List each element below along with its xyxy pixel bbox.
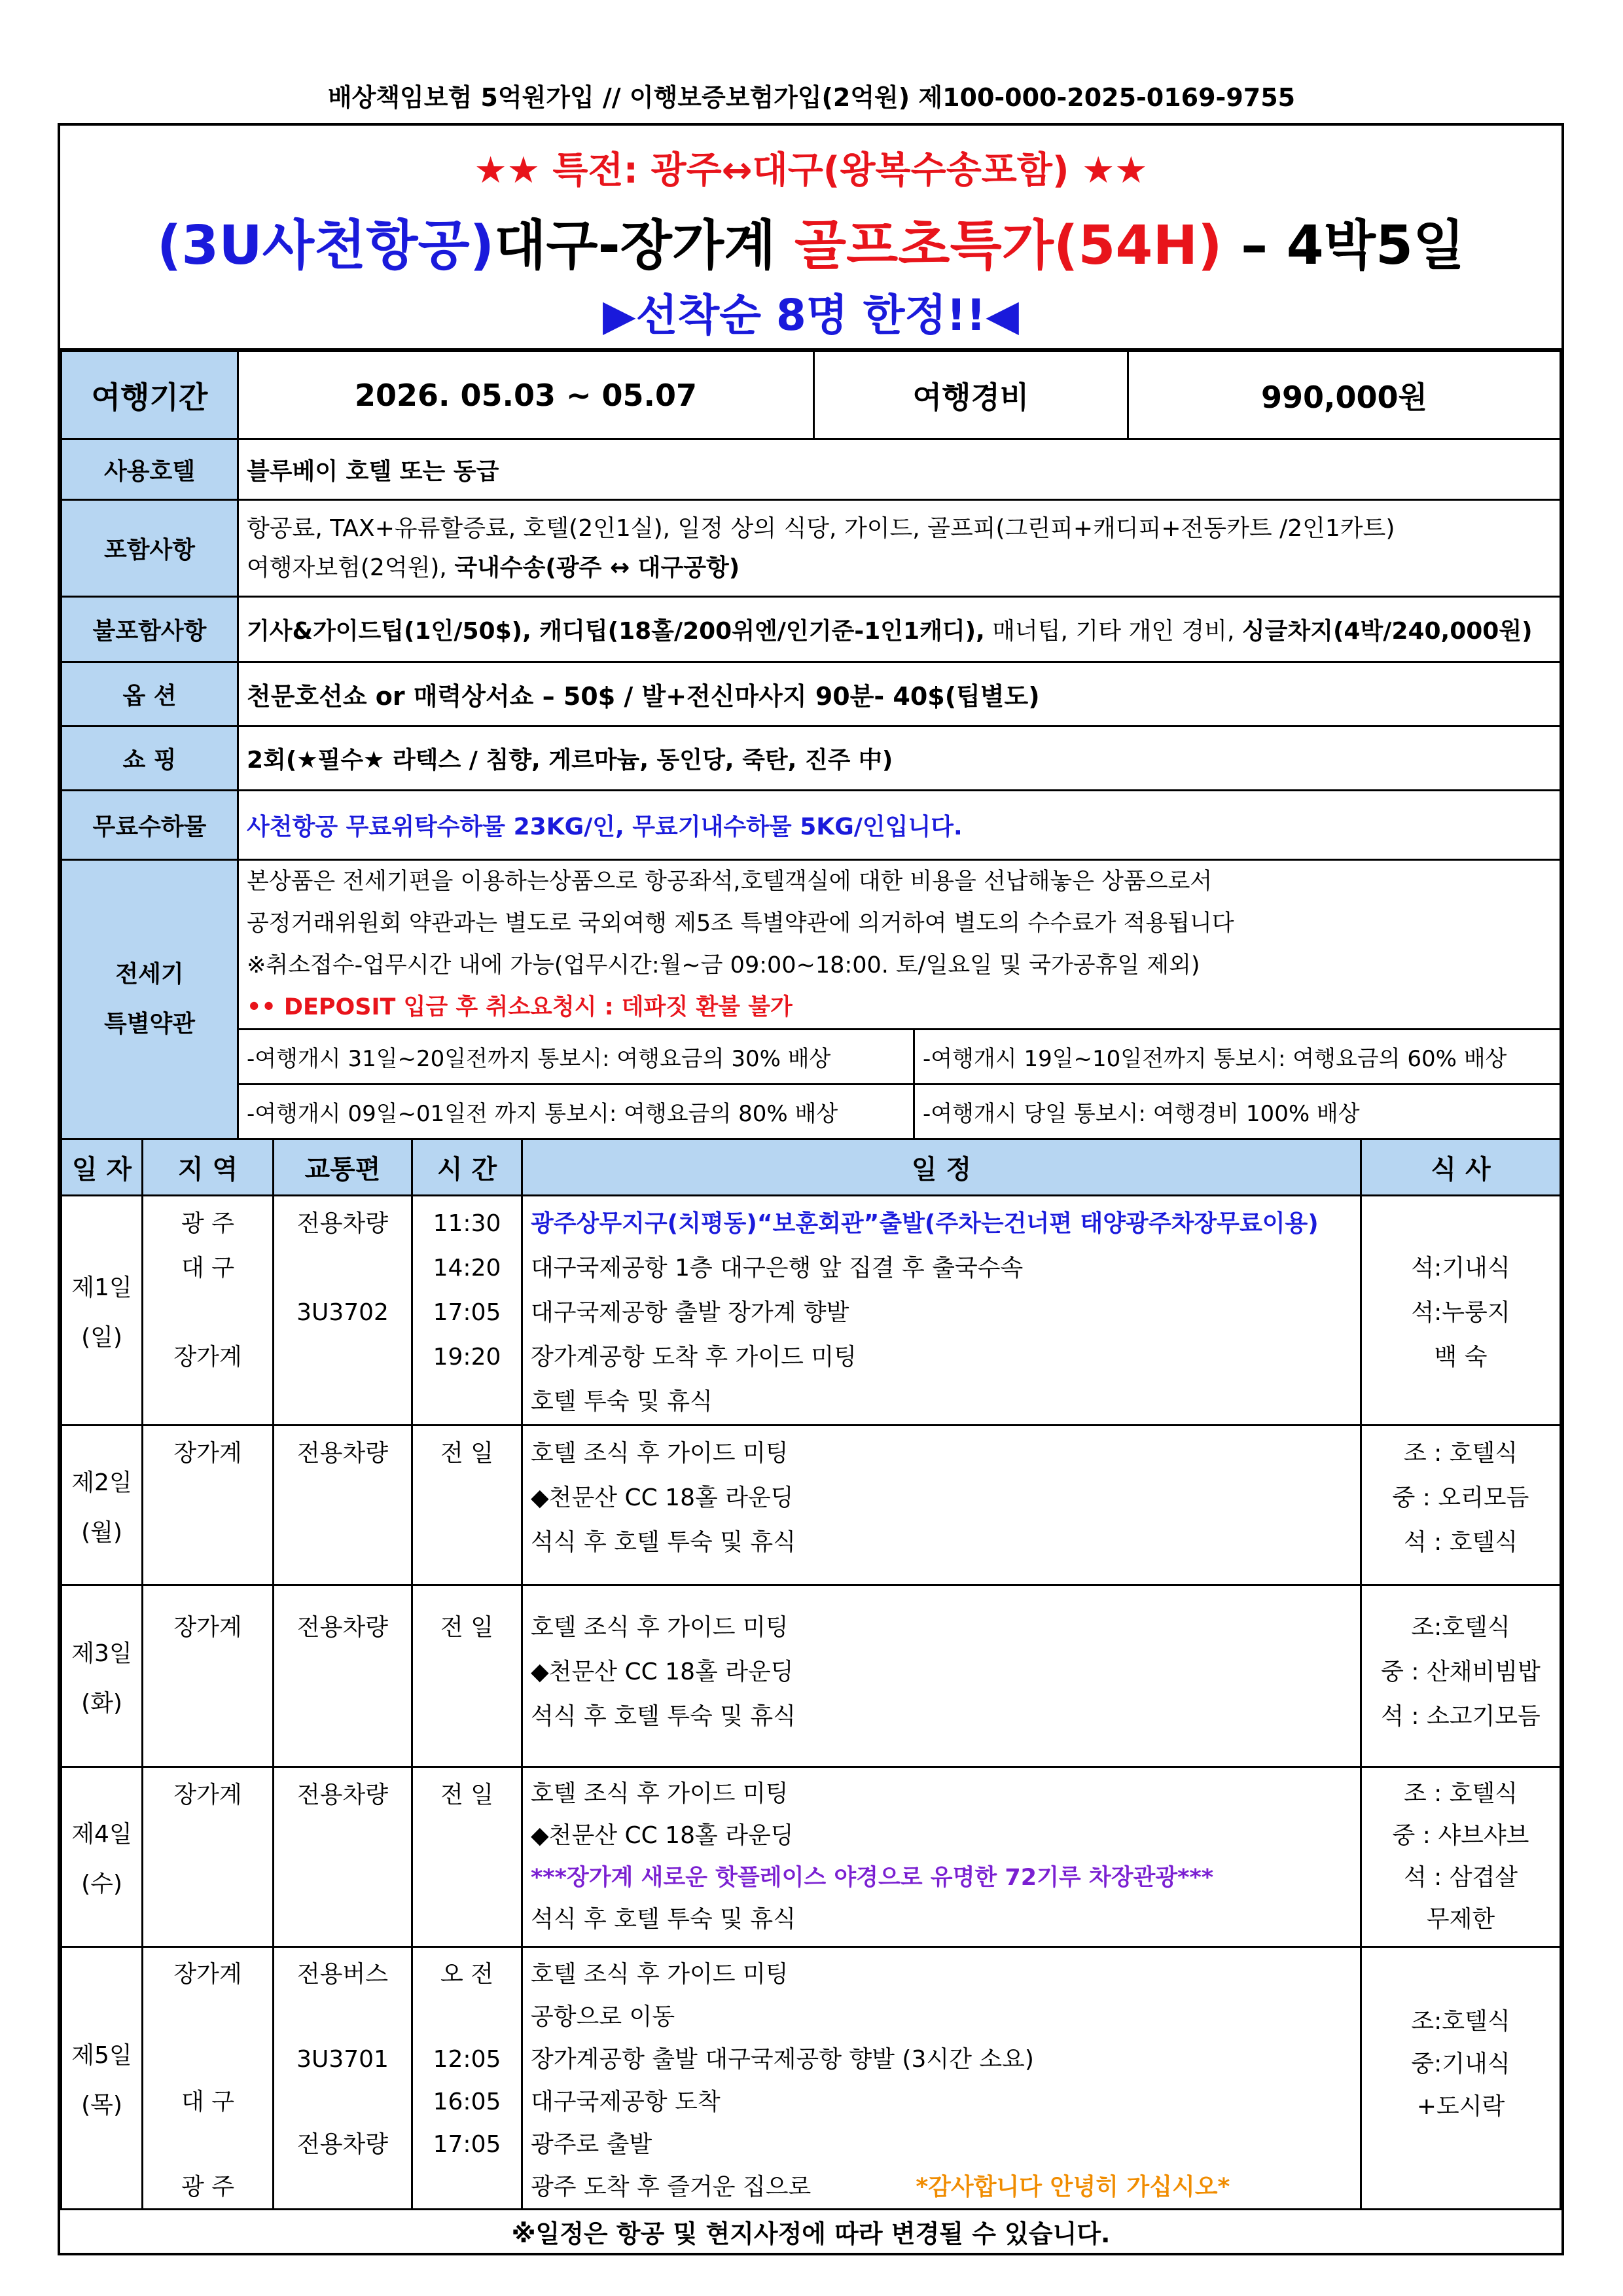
period-value: 2026. 05.03 ~ 05.07: [238, 351, 814, 439]
day2-date: [62, 1426, 143, 1585]
text-cell: [421, 1996, 513, 2038]
day3-transport: [274, 1585, 412, 1767]
text-cell: 전 일: [440, 1440, 493, 1467]
text-cell: 조:호텔식: [1411, 2008, 1510, 2035]
col-time: 시 간: [412, 1139, 522, 1196]
text-cell: 중:기내식: [1411, 2051, 1510, 2077]
shopping-label: 쇼 핑: [62, 726, 238, 791]
text-cell: 장가계: [173, 1344, 242, 1371]
day5-transport: [274, 1947, 412, 2210]
day4-row: [62, 1767, 1561, 1947]
text-cell: 전 일: [440, 1782, 493, 1808]
text-cell: 호텔 조식 후 가이드 미팅: [531, 1614, 789, 1641]
shopping-value: 2회(★필수★ 라텍스 / 침향, 게르마늄, 동인당, 죽탄, 진주 中): [238, 726, 1561, 791]
text-cell: 석식 후 호텔 투숙 및 휴식: [531, 1703, 796, 1730]
text-cell: 전용차량: [296, 1210, 389, 1237]
schedule-table: [60, 1138, 1561, 2210]
day4-night-tour: ***장가계 새로운 핫플레이스 야경으로 유명한 72기루 차장관광***: [531, 1865, 1214, 1891]
day5-regions: [143, 1947, 274, 2210]
text-cell: [282, 2081, 403, 2123]
text-cell: 광주 도착 후 즐거운 집으로: [531, 2174, 812, 2200]
text-cell: 14:20: [433, 1255, 501, 1282]
day2-meals: [1361, 1426, 1561, 1585]
baggage-value: 사천항공 무료위탁수하물 23KG/인, 무료기내수하물 5KG/인입니다.: [238, 791, 1561, 860]
col-transport: 교통편: [274, 1139, 412, 1196]
text-cell: 제4일: [71, 1821, 132, 1848]
text-cell: 석식 후 호텔 투숙 및 휴식: [531, 1529, 796, 1556]
day2-itinerary: [522, 1426, 1361, 1585]
product-title: [60, 203, 1561, 279]
text-cell: 광 주: [181, 1210, 234, 1237]
text-cell: 17:05: [433, 1299, 501, 1326]
day3-region: [143, 1585, 274, 1767]
col-region: 지 역: [143, 1139, 274, 1196]
text-cell: 장가계공항 도착 후 가이드 미팅: [531, 1344, 857, 1371]
baggage-label: 무료수하물: [62, 791, 238, 860]
day1-date: [62, 1196, 143, 1426]
day1-itinerary: [522, 1196, 1361, 1426]
airline-name: (3U사천항공): [156, 215, 495, 277]
text-cell: 매너팁, 기타 개인 경비,: [984, 618, 1242, 645]
text-cell: 제3일: [71, 1640, 132, 1667]
charter-line2: 공정거래위원회 약관과는 별도로 국외여행 제5조 특별약관에 의거하여 별도의 수수료가 적용됩니다: [247, 910, 1234, 937]
text-cell: 19:20: [433, 1344, 501, 1371]
day2-region: [143, 1426, 274, 1585]
text-cell: 석식 후 호텔 투숙 및 휴식: [531, 1906, 796, 1933]
text-cell: 광주로 출발: [531, 2131, 652, 2158]
day5-meals: [1361, 1947, 1561, 2210]
cost-label: 여행경비: [814, 351, 1128, 439]
text-cell: 11:30: [433, 1210, 501, 1237]
text-cell: 17:05: [433, 2131, 501, 2158]
text-cell: 12:05: [433, 2046, 501, 2073]
text-cell: 제5일: [71, 2042, 132, 2069]
text-cell: [151, 1996, 264, 2038]
text-cell: 대구국제공항 도착: [531, 2089, 721, 2115]
text-cell: 대구국제공항 1층 대구은행 앞 집결 후 출국수속: [531, 1255, 1024, 1282]
day3-meals: [1361, 1585, 1561, 1767]
text-cell: 3U3702: [296, 1299, 389, 1326]
text-cell: (월): [81, 1518, 122, 1546]
text-cell: 중 : 산채비빔밥: [1381, 1659, 1541, 1685]
text-cell: +도시락: [1416, 2093, 1505, 2120]
penalty-60: -여행개시 19일~10일전까지 통보시: 여행요금의 60% 배상: [914, 1030, 1561, 1085]
day1-meals: [1361, 1196, 1561, 1426]
text-cell: 호텔 투숙 및 휴식: [531, 1388, 713, 1415]
text-cell: 장가계: [173, 1782, 242, 1808]
text-cell: [1370, 1202, 1552, 1246]
charter-terms-table: [60, 859, 1561, 1140]
info-table: [60, 350, 1561, 861]
text-cell: 기사&가이드팁(1인/50$), 캐디팁(18홀/200위엔/인기준-1인1캐디),: [247, 618, 985, 645]
text-cell: [151, 1291, 264, 1335]
day5-itinerary: [522, 1947, 1361, 2210]
day1-transport: [274, 1196, 412, 1426]
text-cell: 호텔 조식 후 가이드 미팅: [531, 1961, 789, 1988]
special-benefit-line: ★★ 특전: 광주↔대구(왕복수송포함) ★★: [474, 149, 1148, 192]
text-cell: 여행자보험(2억원),: [247, 554, 455, 581]
single-charge: 싱글차지(4박/240,000원): [1241, 618, 1533, 645]
text-cell: ◆천문산 CC 18홀 라운딩: [531, 1822, 794, 1849]
day5-date: [62, 1947, 143, 2210]
day1-row: [62, 1196, 1561, 1426]
included-line2: [247, 548, 1552, 588]
text-cell: 전용차량: [296, 2131, 389, 2158]
day4-time: [412, 1767, 522, 1947]
title-header: [60, 126, 1561, 350]
route: 대구-장가계: [494, 215, 794, 277]
text-cell: 전용차량: [296, 1614, 389, 1641]
excluded-value: [238, 597, 1561, 662]
penalty-80: -여행개시 09일~01일전 까지 통보시: 여행요금의 80% 배상: [238, 1085, 914, 1139]
day3-itinerary: [522, 1585, 1361, 1767]
text-cell: 제1일: [71, 1274, 132, 1301]
col-date: 일 자: [62, 1139, 143, 1196]
included-label: 포함사항: [62, 500, 238, 597]
text-cell: 대구국제공항 출발 장가계 향발: [531, 1299, 849, 1326]
domestic-transfer: 국내수송(광주 ↔ 대구공항): [454, 554, 740, 581]
col-meals: 식 사: [1361, 1139, 1561, 1196]
text-cell: 호텔 조식 후 가이드 미팅: [531, 1440, 789, 1467]
golf-special: 골프초특가(54H): [794, 215, 1222, 277]
charter-line1: 본상품은 전세기편을 이용하는상품으로 항공좌석,호텔객실에 대한 비용을 선납해놓은 상품으로서: [247, 869, 1213, 895]
text-cell: 호텔 조식 후 가이드 미팅: [531, 1780, 789, 1807]
text-cell: 전용차량: [296, 1782, 389, 1808]
excluded-label: 불포함사항: [62, 597, 238, 662]
day5-arrival: [531, 2166, 1352, 2208]
day2-row: [62, 1426, 1561, 1585]
limited-seats-line: ▶선착순 8명 한정!!◀: [602, 290, 1020, 340]
day4-transport: [274, 1767, 412, 1947]
text-cell: 16:05: [433, 2089, 501, 2115]
text-cell: [151, 2038, 264, 2081]
text-cell: 공항으로 이동: [531, 2003, 675, 2030]
text-cell: 백 숙: [1434, 1344, 1488, 1371]
text-cell: (일): [81, 1324, 122, 1351]
text-cell: (목): [81, 2092, 122, 2119]
text-cell: 석 : 소고기모듬: [1381, 1703, 1541, 1730]
text-cell: 전용차량: [296, 1440, 389, 1467]
penalty-30: -여행개시 31일~20일전까지 통보시: 여행요금의 30% 배상: [238, 1030, 914, 1085]
text-cell: ◆천문산 CC 18홀 라운딩: [531, 1659, 794, 1685]
day3-time: [412, 1585, 522, 1767]
text-cell: 조 : 호텔식: [1403, 1780, 1518, 1807]
text-cell: 장가계: [173, 1614, 242, 1641]
text-cell: 3U3701: [296, 2046, 389, 2073]
deposit-warning: •• DEPOSIT 입금 후 취소요청시 : 데파짓 환불 불가: [247, 994, 793, 1020]
footer-table: [60, 2208, 1561, 2253]
schedule-change-note: ※일정은 항공 및 현지사정에 따라 변경될 수 있습니다.: [60, 2210, 1561, 2253]
col-itinerary: 일 정: [522, 1139, 1361, 1196]
farewell-message: *감사합니다 안녕히 가십시오*: [916, 2174, 1230, 2200]
text-cell: 석 : 호텔식: [1403, 1529, 1518, 1556]
day1-regions: [143, 1196, 274, 1426]
text-cell: 장가계: [173, 1440, 242, 1467]
text-cell: [282, 1246, 403, 1291]
hotel-value: 블루베이 호텔 또는 동급: [238, 439, 1561, 500]
text-cell: 조:호텔식: [1411, 1614, 1510, 1641]
text-cell: 석 : 삼겹살: [1403, 1864, 1518, 1891]
text-cell: 대 구: [181, 1255, 234, 1282]
text-cell: 무제한: [1426, 1906, 1495, 1933]
charter-label: [62, 860, 238, 1139]
charter-terms: [238, 860, 1561, 1030]
text-cell: 오 전: [440, 1961, 493, 1988]
day4-itinerary: [522, 1767, 1361, 1947]
penalty-100: -여행개시 당일 통보시: 여행경비 100% 배상: [914, 1085, 1561, 1139]
cost-value: 990,000원: [1128, 351, 1561, 439]
text-cell: 장가계공항 출발 대구국제공항 향발 (3시간 소요): [531, 2046, 1034, 2073]
text-cell: 광 주: [181, 2174, 234, 2200]
option-label: 옵 션: [62, 662, 238, 726]
included-value: [238, 500, 1561, 597]
day4-region: [143, 1767, 274, 1947]
day3-date: [62, 1585, 143, 1767]
day5-times: [412, 1947, 522, 2210]
text-cell: 특별약관: [103, 1011, 196, 1037]
hotel-label: 사용호텔: [62, 439, 238, 500]
included-line1: 항공료, TAX+유류할증료, 호텔(2인1실), 일정 상의 식당, 가이드, 골프피(그린피+캐디피+전동카트 /2인1카트): [247, 514, 1395, 542]
text-cell: 석:누룽지: [1411, 1299, 1510, 1326]
text-cell: ◆천문산 CC 18홀 라운딩: [531, 1484, 794, 1511]
text-cell: [151, 2123, 264, 2166]
text-cell: 중 : 샤브샤브: [1392, 1822, 1529, 1849]
duration: – 4박5일: [1222, 215, 1465, 277]
insurance-notice: 배상책임보험 5억원가입 // 이행보증보험가입(2억원) 제100-000-2025-0169-9755: [327, 83, 1296, 112]
text-cell: 석:기내식: [1411, 1255, 1510, 1282]
period-label: 여행기간: [62, 351, 238, 439]
day1-departure: 광주상무지구(치평동)“보훈회관”출발(주차는건너편 태양광주차장무료이용): [531, 1210, 1319, 1237]
text-cell: 전세기: [115, 961, 184, 988]
text-cell: 중 : 오리모듬: [1392, 1484, 1529, 1511]
text-cell: (화): [81, 1689, 122, 1717]
day3-row: [62, 1585, 1561, 1767]
day1-times: [412, 1196, 522, 1426]
text-cell: 전 일: [440, 1614, 493, 1641]
day4-meals: [1361, 1767, 1561, 1947]
text-cell: 대 구: [181, 2089, 234, 2115]
text-cell: (수): [81, 1871, 122, 1897]
text-cell: 장가계: [173, 1961, 242, 1988]
text-cell: 조 : 호텔식: [1403, 1440, 1518, 1467]
option-value: 천문호선쇼 or 매력상서쇼 – 50$ / 발+전신마사지 90분- 40$(팁별도): [238, 662, 1561, 726]
day4-date: [62, 1767, 143, 1947]
day2-transport: [274, 1426, 412, 1585]
text-cell: 제2일: [71, 1469, 132, 1496]
day5-row: [62, 1947, 1561, 2210]
day2-time: [412, 1426, 522, 1585]
text-cell: 전용버스: [296, 1961, 389, 1988]
text-cell: [282, 1996, 403, 2038]
itinerary-document: [58, 123, 1564, 2255]
charter-line3: ※취소접수-업무시간 내에 가능(업무시간:월~금 09:00~18:00. 토/일요일 및 국가공휴일 제외): [247, 952, 1200, 978]
